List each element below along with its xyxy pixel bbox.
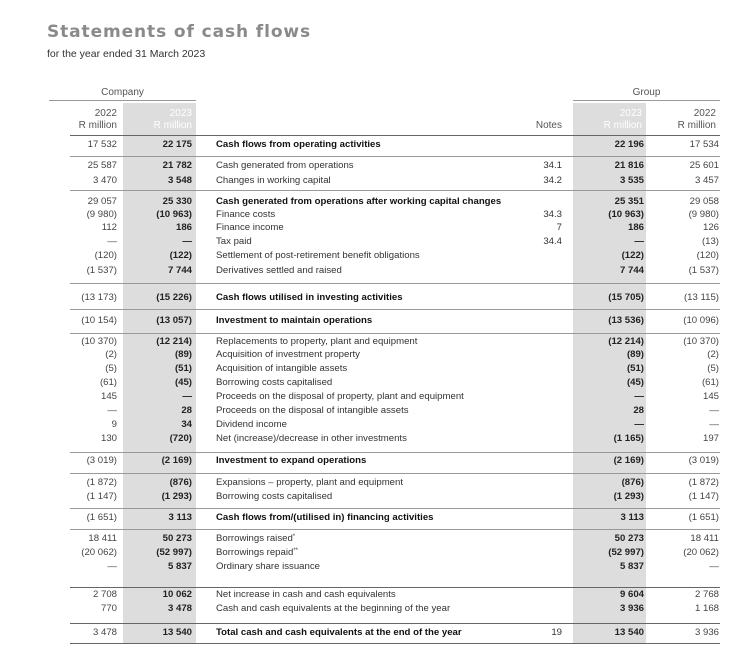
group-2023-value: 3 936: [619, 603, 644, 614]
company-2023-value: (89): [174, 349, 192, 360]
row-label: Proceeds on the disposal of property, plant and equipment: [216, 391, 464, 402]
row-label: Settlement of post-retirement benefit obligations: [216, 250, 420, 261]
group-2023-value: (13 536): [608, 315, 644, 326]
company-2022-value: (1 147): [86, 491, 117, 502]
table-row: [0, 250, 750, 262]
table-row: [0, 589, 750, 601]
group-2023-value: 25 351: [614, 196, 644, 207]
company-2023-value: 10 062: [162, 589, 192, 600]
row-label: Changes in working capital: [216, 175, 331, 186]
table-row: [0, 533, 750, 545]
row-label: Borrowings raised*: [216, 533, 296, 544]
group-2023-value: (1 293): [613, 491, 644, 502]
group-2022-value: (61): [701, 377, 719, 388]
company-2023-value: (15 226): [156, 292, 192, 303]
footnote-marker: *: [292, 534, 296, 540]
rule-after-other-investments: [70, 452, 720, 453]
company-2023-value: (52 997): [156, 547, 192, 558]
company-2022-value: (10 154): [81, 315, 117, 326]
company-2023-value: (51): [174, 363, 192, 374]
group-2023-value: 3 535: [619, 175, 644, 186]
row-label: Tax paid: [216, 236, 252, 247]
company-2022-value: 9: [111, 419, 117, 430]
company-2023-value: (13 057): [156, 315, 192, 326]
company-2023-unit: R million: [153, 120, 192, 131]
company-2022-year: 2022: [94, 108, 117, 119]
company-2022-value: —: [107, 236, 117, 247]
row-label: Derivatives settled and raised: [216, 265, 342, 276]
company-2023-value: 3 478: [167, 603, 192, 614]
company-2023-value: 3 548: [167, 175, 192, 186]
company-2023-value: (876): [169, 477, 192, 488]
group-2022-value: (1 651): [688, 512, 719, 523]
table-row: [0, 196, 750, 208]
group-2022-value: (2): [707, 349, 719, 360]
company-2023-value: 3 113: [168, 512, 192, 523]
table-row: [0, 405, 750, 417]
company-2023-value: 186: [175, 222, 192, 233]
group-2023-value: (15 705): [608, 292, 644, 303]
company-2023-value: 28: [181, 405, 192, 416]
group-2022-value: (10 370): [683, 336, 719, 347]
group-2023-value: (2 169): [613, 455, 644, 466]
group-2022-value: (1 872): [688, 477, 719, 488]
group-2022-value: 1 168: [694, 603, 719, 614]
company-2022-value: (1 537): [86, 265, 117, 276]
table-row: [0, 561, 750, 573]
group-2022-value: 145: [702, 391, 719, 402]
rule-after-maintain: [70, 333, 720, 334]
row-label: Borrowing costs capitalised: [216, 491, 333, 502]
group-2023-value: 28: [633, 405, 644, 416]
company-header-rule: [49, 100, 196, 101]
company-2023-value: 13 540: [162, 627, 192, 638]
group-2023-value: 21 816: [614, 160, 644, 171]
group-2023-value: 186: [627, 222, 644, 233]
company-2022-value: 29 057: [87, 196, 117, 207]
group-2022-unit: R million: [677, 120, 716, 131]
group-2023-value: (12 214): [608, 336, 644, 347]
rule-after-financing: [70, 529, 720, 530]
row-label: Net (increase)/decrease in other investments: [216, 433, 407, 444]
table-row: [0, 222, 750, 234]
company-2022-value: (120): [94, 250, 117, 261]
table-row: [0, 477, 750, 489]
row-label: Acquisition of investment property: [216, 349, 360, 360]
rule-after-borrowing-costs: [70, 508, 720, 509]
company-2023-value: 7 744: [167, 265, 192, 276]
group-2023-value: (122): [621, 250, 644, 261]
group-2023-value: 9 604: [619, 589, 644, 600]
row-label: Finance costs: [216, 209, 276, 220]
company-2023-value: (2 169): [161, 455, 192, 466]
group-2023-value: (89): [626, 349, 644, 360]
group-2023-value: —: [634, 419, 644, 430]
table-row: [0, 603, 750, 615]
group-2023-value: (876): [621, 477, 644, 488]
group-2022-value: 25 601: [689, 160, 719, 171]
row-label: Cash flows from/(utilised in) financing activities: [216, 512, 434, 523]
group-2022-value: —: [709, 405, 719, 416]
group-2023-value: (52 997): [608, 547, 644, 558]
table-row: [0, 363, 750, 375]
company-2022-value: (3 019): [86, 455, 117, 466]
rule-before-total: [70, 623, 720, 624]
group-2022-value: 126: [702, 222, 719, 233]
row-label: Acquisition of intangible assets: [216, 363, 348, 374]
company-2022-value: —: [107, 405, 117, 416]
group-2023-value: (10 963): [608, 209, 644, 220]
notes-header: Notes: [535, 120, 562, 131]
table-row: [0, 377, 750, 389]
table-row: [0, 391, 750, 403]
group-2022-value: (1 147): [688, 491, 719, 502]
table-row: [0, 349, 750, 361]
group-2023-value: 5 837: [619, 561, 644, 572]
rule-after-derivatives: [70, 283, 720, 284]
group-2022-year: 2022: [693, 108, 716, 119]
group-2022-value: 3 936: [694, 627, 719, 638]
note-ref: 34.2: [543, 175, 562, 186]
company-2022-value: (1 872): [86, 477, 117, 488]
company-2023-value: (1 293): [161, 491, 192, 502]
table-row: [0, 336, 750, 348]
rule-after-operating: [70, 156, 720, 157]
row-label: Replacements to property, plant and equipment: [216, 336, 418, 347]
group-2022-value: 2 768: [694, 589, 719, 600]
group-2023-value: (1 165): [613, 433, 644, 444]
company-2023-value: 5 837: [167, 561, 192, 572]
company-2023-year: 2023: [169, 108, 192, 119]
company-2022-value: 3 478: [92, 627, 117, 638]
company-2022-value: 112: [101, 222, 117, 233]
rule-after-investing: [70, 309, 720, 310]
company-2023-value: (122): [169, 250, 192, 261]
table-row: [0, 627, 750, 639]
rule-after-share-issuance: [70, 587, 720, 588]
table-row: [0, 139, 750, 151]
company-2022-value: (61): [99, 377, 117, 388]
row-label: Borrowing costs capitalised: [216, 377, 333, 388]
company-2022-header: [49, 108, 117, 132]
table-row: [0, 512, 750, 524]
company-2022-value: (20 062): [81, 547, 117, 558]
group-2023-year: 2023: [619, 108, 642, 119]
rule-after-working-capital: [70, 190, 720, 191]
row-label: Cash flows from operating activities: [216, 139, 381, 150]
group-2022-value: (13): [701, 236, 719, 247]
row-label: Investment to maintain operations: [216, 315, 373, 326]
group-2022-value: (10 096): [683, 315, 719, 326]
company-2022-value: 3 470: [92, 175, 117, 186]
group-2022-value: 29 058: [689, 196, 719, 207]
table-row: [0, 236, 750, 248]
group-2022-value: (9 980): [688, 209, 719, 220]
group-2022-value: —: [709, 419, 719, 430]
note-ref: 34.4: [543, 236, 562, 247]
group-2022-value: 18 411: [690, 533, 719, 544]
page-subtitle: for the year ended 31 March 2023: [47, 48, 206, 60]
group-2023-value: 50 273: [614, 533, 644, 544]
group-2022-value: (1 537): [688, 265, 719, 276]
table-row: [0, 292, 750, 304]
row-label: Total cash and cash equivalents at the end of the year: [216, 627, 462, 638]
group-2022-value: (5): [707, 363, 719, 374]
rule-header: [70, 135, 720, 136]
group-2022-value: (20 062): [683, 547, 719, 558]
group-2023-value: 7 744: [619, 265, 644, 276]
page-title: Statements of cash flows: [47, 22, 312, 42]
table-row: [0, 433, 750, 445]
group-2023-value: —: [634, 236, 644, 247]
company-2023-value: 50 273: [162, 533, 192, 544]
company-2022-unit: R million: [78, 120, 117, 131]
row-label: Cash generated from operations after working capital changes: [216, 196, 502, 207]
company-2023-value: (12 214): [156, 336, 192, 347]
company-2022-value: 25 587: [87, 160, 117, 171]
table-row: [0, 175, 750, 187]
row-label: Cash and cash equivalents at the beginning of the year: [216, 603, 451, 614]
group-2022-value: (13 115): [683, 292, 719, 303]
note-ref: 19: [551, 627, 562, 638]
table-row: [0, 160, 750, 172]
group-2022-value: 3 457: [694, 175, 719, 186]
group-2022-header: [648, 108, 716, 132]
company-2022-value: 145: [100, 391, 117, 402]
group-2023-value: (45): [626, 377, 644, 388]
group-2022-value: 197: [702, 433, 719, 444]
company-2023-value: (720): [169, 433, 192, 444]
group-2023-value: 3 113: [620, 512, 644, 523]
row-label: Cash flows utilised in investing activities: [216, 292, 403, 303]
row-label: Expansions – property, plant and equipment: [216, 477, 404, 488]
company-2022-value: (13 173): [81, 292, 117, 303]
row-label: Ordinary share issuance: [216, 561, 320, 572]
table-row: [0, 547, 750, 559]
company-2023-value: 22 175: [162, 139, 192, 150]
row-label: Dividend income: [216, 419, 287, 430]
group-label: Group: [632, 87, 661, 98]
company-2022-value: 18 411: [88, 533, 117, 544]
table-row: [0, 419, 750, 431]
table-row: [0, 315, 750, 327]
group-2023-value: 13 540: [614, 627, 644, 638]
company-2022-value: 17 532: [87, 139, 117, 150]
note-ref: 7: [556, 222, 562, 233]
company-2022-value: 130: [100, 433, 117, 444]
rule-after-total: [70, 643, 720, 644]
row-label: Borrowings repaid**: [216, 547, 298, 558]
note-ref: 34.3: [543, 209, 562, 220]
company-2022-value: 2 708: [92, 589, 117, 600]
company-2023-value: 34: [181, 419, 192, 430]
group-header-rule: [573, 100, 720, 101]
group-2022-value: —: [709, 561, 719, 572]
group-2022-value: (120): [696, 250, 719, 261]
company-2023-value: —: [182, 236, 192, 247]
company-2023-header: [123, 108, 192, 132]
table-row: [0, 265, 750, 277]
rule-after-expand: [70, 473, 720, 474]
row-label: Proceeds on the disposal of intangible assets: [216, 405, 409, 416]
row-label: Finance income: [216, 222, 284, 233]
company-2023-value: (10 963): [156, 209, 192, 220]
group-2023-value: 22 196: [614, 139, 644, 150]
company-2023-value: 21 782: [162, 160, 192, 171]
table-row: [0, 455, 750, 467]
table-row: [0, 209, 750, 221]
company-2022-value: (10 370): [81, 336, 117, 347]
group-2022-value: 17 534: [689, 139, 719, 150]
company-label: Company: [101, 87, 144, 98]
group-2023-value: —: [634, 391, 644, 402]
company-2023-value: 25 330: [162, 196, 192, 207]
company-2022-value: 770: [100, 603, 117, 614]
note-ref: 34.1: [543, 160, 562, 171]
row-label: Investment to expand operations: [216, 455, 367, 466]
company-2022-value: (1 651): [86, 512, 117, 523]
group-2022-value: (3 019): [688, 455, 719, 466]
group-2023-header: [573, 108, 642, 132]
footnote-marker: **: [293, 548, 298, 554]
row-label: Net increase in cash and cash equivalents: [216, 589, 396, 600]
row-label: Cash generated from operations: [216, 160, 354, 171]
company-2022-value: (2): [105, 349, 117, 360]
company-2023-value: (45): [174, 377, 192, 388]
company-2022-value: —: [107, 561, 117, 572]
company-2022-value: (5): [105, 363, 117, 374]
company-2023-value: —: [182, 391, 192, 402]
group-2023-unit: R million: [603, 120, 642, 131]
group-2023-value: (51): [626, 363, 644, 374]
table-row: [0, 491, 750, 503]
company-2022-value: (9 980): [86, 209, 117, 220]
